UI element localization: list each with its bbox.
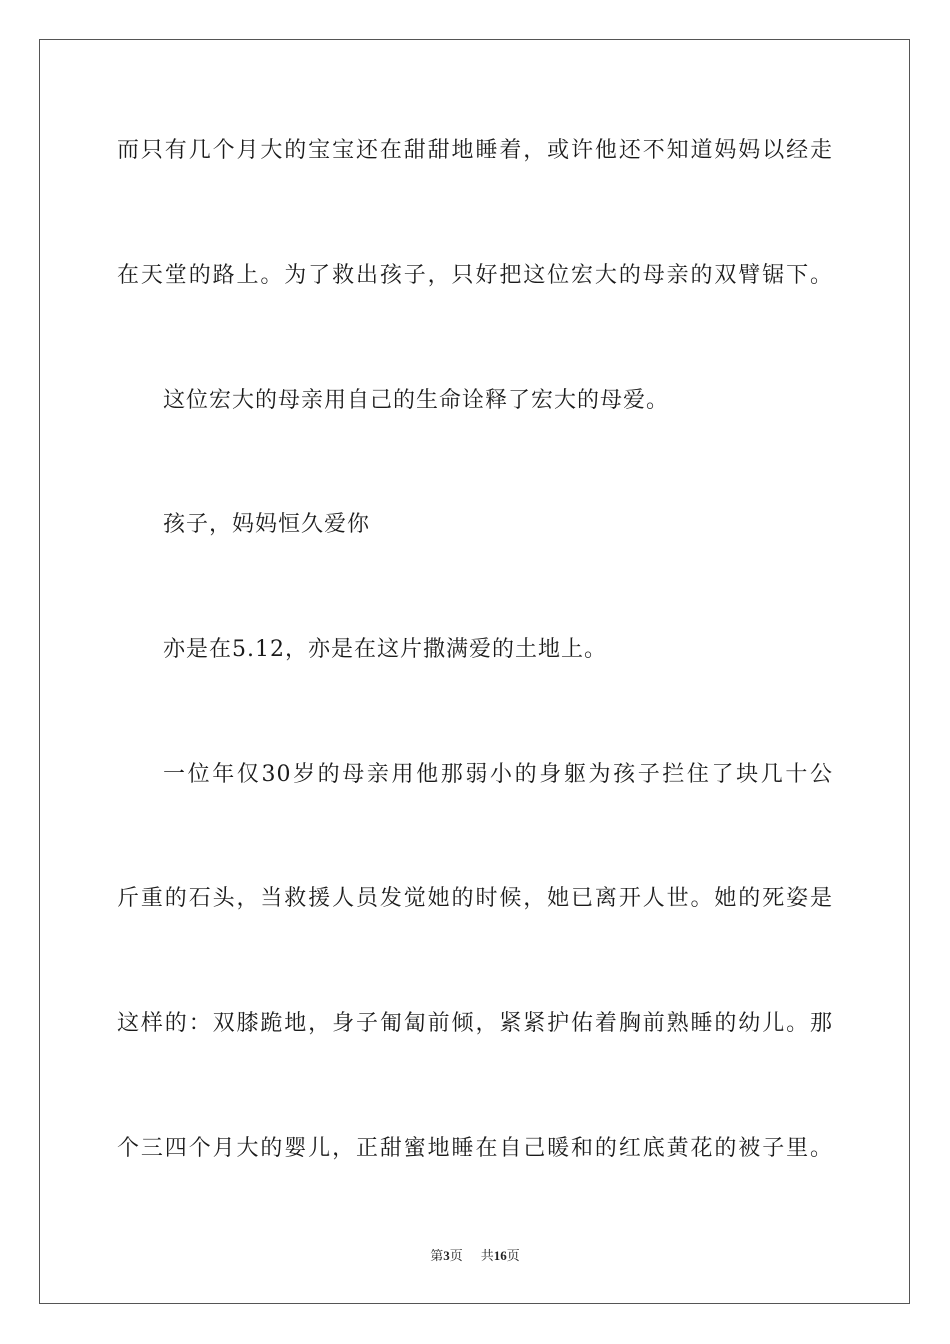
paragraph-line: 而只有几个月大的宝宝还在甜甜地睡着，或许他还不知道妈妈以经走 [117,138,833,163]
paragraph-line: 亦是在5.12，亦是在这片撒满爱的土地上。 [163,637,607,662]
paragraph-line: 这样的：双膝跪地，身子匍匐前倾，紧紧护佑着胸前熟睡的幼儿。那 [117,1011,833,1036]
page-total: 共16页 [480,1248,520,1263]
page-number: 第3页 [430,1248,463,1263]
paragraph-line: 这位宏大的母亲用自己的生命诠释了宏大的母爱。 [163,388,670,413]
paragraph-line: 在天堂的路上。为了救出孩子，只好把这位宏大的母亲的双臂锯下。 [117,263,833,288]
paragraph-line: 一位年仅30岁的母亲用他那弱小的身躯为孩子拦住了块几十公 [163,762,833,787]
section-heading: 孩子，妈妈恒久爱你 [163,512,371,537]
page-footer [0,1247,950,1265]
page-border [39,39,910,1304]
paragraph-line: 个三四个月大的婴儿，正甜蜜地睡在自己暖和的红底黄花的被子里。 [117,1136,833,1161]
paragraph-line: 斤重的石头，当救援人员发觉她的时候，她已离开人世。她的死姿是 [117,886,833,911]
